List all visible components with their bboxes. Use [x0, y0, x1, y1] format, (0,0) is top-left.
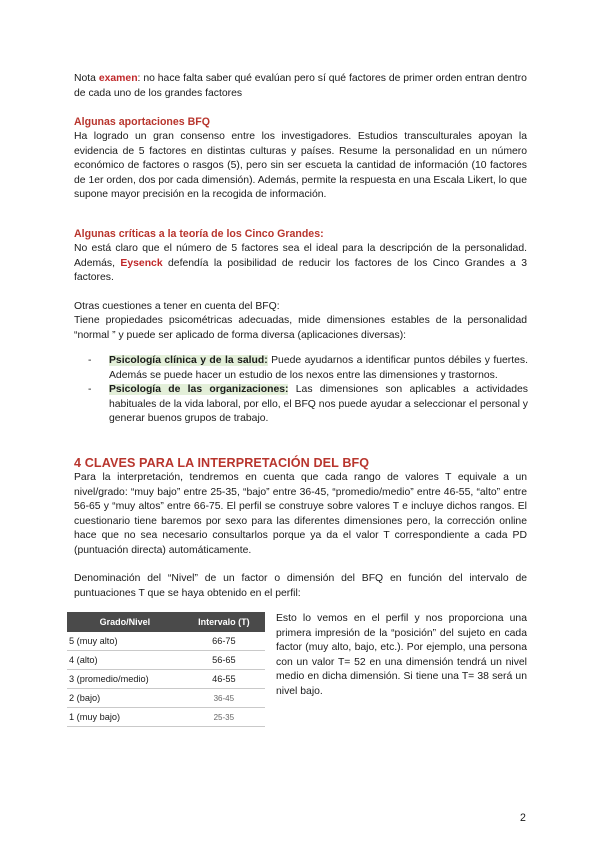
table-row: [67, 708, 265, 727]
otras-line2: Tiene propiedades psicométricas adecuadas, mide dimensiones estables de la personalidad “normal ” y puede ser aplicado de forma diversa (aplicaciones diversas):: [74, 315, 527, 341]
applications-list: [88, 354, 528, 427]
cell-interval: 36-45: [183, 689, 265, 708]
header-grado: Grado/Nivel: [67, 612, 183, 632]
cell-level: 3 (promedio/medio): [67, 670, 183, 689]
table-row: [67, 632, 265, 651]
claves-body: Para la interpretación, tendremos en cuenta que cada rango de valores T equivale a un nivel/grado: “muy bajo” entre 25-35, “bajo” entre 36-45, “promedio/medio” entre 46-55, “alto” entre 56-65 y “muy altos” entre 66-75. El perfil se construye sobre valores T e incluye dichos rangos. El cuestionario tiene baremos por sexo para las diferentes dimensiones pero, la corrección online hace que no sea necesario consultarlos porque ya da el valor T correspondiente a cada PD (puntuación directa) automáticamente.: [74, 472, 527, 556]
cell-level: 1 (muy bajo): [67, 708, 183, 727]
cell-interval: 46-55: [183, 670, 265, 689]
heading-claves: 4 CLAVES PARA LA INTERPRETACIÓN DEL BFQ: [74, 456, 370, 470]
table-row: [67, 689, 265, 708]
list-item: [88, 354, 528, 383]
cell-level: 2 (bajo): [67, 689, 183, 708]
table-header-row: [67, 612, 265, 632]
note-keyword-examen: examen: [98, 73, 138, 84]
criticas-text-before: No está claro que el número de 5 factores sea el ideal para la descripción de la personalidad. Además,: [74, 243, 527, 269]
list-item: [88, 383, 528, 427]
profile-explanation: Esto lo vemos en el perfil y nos proporciona una primera impresión de la “posición” del sujeto en cada factor (muy alto, bajo, etc.). Por ejemplo, una persona con un valor T= 52 en una dimensión tendrá un nivel medio en dicha dimensión. Si tiene una T= 38 será un nivel bajo.: [276, 613, 527, 697]
levels-table: [67, 612, 265, 727]
note-prefix: Nota: [74, 73, 99, 84]
denominacion-text: Denominación del “Nivel” de un factor o dimensión del BFQ en función del intervalo de puntuaciones T que se haya obtenido en el perfil:: [74, 573, 527, 599]
exam-note: [74, 72, 527, 101]
otras-line1: Otras cuestiones a tener en cuenta del BFQ:: [74, 301, 280, 312]
page-number: 2: [520, 812, 526, 824]
bullet-text: Puede ayudarnos a identificar puntos débiles y fuertes. Además se puede hacer un estudio de los nexos entre las dimensiones y trastornos.: [109, 355, 528, 381]
header-intervalo: Intervalo (T): [183, 612, 265, 632]
bullet-text: Las dimensiones son aplicables a actividades habituales de la vida laboral, por ello, el BFQ nos puede ayudar a seleccionar el personal y generar buenos grupos de trabajo.: [109, 384, 528, 425]
note-text: : no hace falta saber qué evalúan pero sí qué factores de primer orden entran dentro de cada uno de los grandes factores: [74, 73, 527, 99]
criticas-text-after: defendía la posibilidad de reducir los factores de los Cinco Grandes a 3 factores.: [74, 257, 527, 284]
heading-criticas: Algunas críticas a la teoría de los Cinco Grandes:: [74, 228, 324, 240]
cell-interval: 56-65: [183, 651, 265, 670]
cell-interval: 25-35: [183, 708, 265, 727]
table-row: [67, 670, 265, 689]
heading-aportaciones: Algunas aportaciones BFQ: [74, 116, 210, 128]
aportaciones-body: Ha logrado un gran consenso entre los investigadores. Estudios transculturales apoyan la evidencia de 5 factores en distintas culturas y países. Resume la personalidad en un número económico de factores o rasgos (5), pero sin ser escueta la cantidad de información (10 factores de 1er orden, dos por cada dimensión). Además, permite la respuesta en una Escala Likert, lo que supone mayor precisión en la recogida de información.: [74, 131, 527, 201]
cell-level: 5 (muy alto): [67, 632, 183, 651]
bullet-dash: -: [88, 384, 92, 396]
cell-interval: 66-75: [183, 632, 265, 651]
table-row: [67, 651, 265, 670]
bullet-label-organizaciones: Psicología de las organizaciones:: [109, 384, 289, 396]
cell-level: 4 (alto): [67, 651, 183, 670]
bullet-dash: -: [88, 355, 92, 366]
eysenck-name: Eysenck: [120, 257, 163, 269]
bullet-label-clinica: Psicología clínica y de la salud:: [109, 355, 268, 366]
criticas-body: [74, 242, 527, 286]
